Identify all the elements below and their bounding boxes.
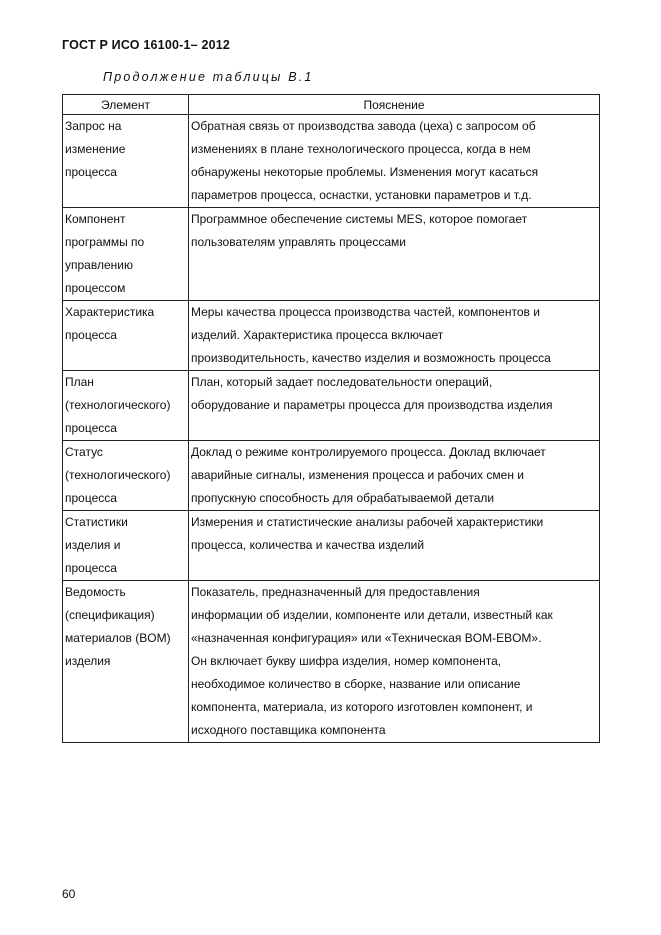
explanation-cell xyxy=(189,301,600,371)
element-text-line: изделия xyxy=(65,654,111,668)
element-text-line: Характеристика xyxy=(65,305,155,319)
page-number: 60 xyxy=(62,887,76,901)
explanation-text-line: производительность, качество изделия и возможность процесса xyxy=(191,351,551,365)
explanation-text-line: оборудование и параметры процесса для производства изделия xyxy=(191,398,553,412)
element-text-line: материалов (BOM) xyxy=(65,631,171,645)
element-cell xyxy=(63,208,189,301)
explanation-text-line: изделий. Характеристика процесса включает xyxy=(191,328,444,342)
table-row xyxy=(63,115,600,208)
element-text-line: Запрос на xyxy=(65,119,122,133)
explanation-text-line: информации об изделии, компоненте или детали, известный как xyxy=(191,608,553,622)
explanation-cell xyxy=(189,441,600,511)
table-caption: Продолжение таблицы В.1 xyxy=(103,70,314,84)
element-text-line: (технологического) xyxy=(65,468,171,482)
explanation-text-line: аварийные сигналы, изменения процесса и рабочих смен и xyxy=(191,468,525,482)
table-row xyxy=(63,581,600,743)
explanation-cell xyxy=(189,511,600,581)
element-text-line: изделия и xyxy=(65,538,121,552)
table-row xyxy=(63,301,600,371)
table-row xyxy=(63,208,600,301)
element-text-line: (технологического) xyxy=(65,398,171,412)
explanation-text-line: исходного поставщика компонента xyxy=(191,723,386,737)
element-text-line: Статус xyxy=(65,445,103,459)
explanation-text-line: компонента, материала, из которого изготовлен компонент, и xyxy=(191,700,533,714)
table-header-row xyxy=(63,95,600,115)
element-cell xyxy=(63,301,189,371)
document-header: ГОСТ Р ИСО 16100-1– 2012 xyxy=(62,38,231,52)
table-row xyxy=(63,441,600,511)
element-cell xyxy=(63,511,189,581)
element-text-line: изменение xyxy=(65,142,126,156)
element-text-line: процесса xyxy=(65,491,117,505)
table-row xyxy=(63,371,600,441)
element-cell xyxy=(63,115,189,208)
explanation-text-line: изменениях в плане технологического процесса, когда в нем xyxy=(191,142,531,156)
explanation-text-line: «назначенная конфигурация» или «Техническая BOM-EBOM». xyxy=(191,631,542,645)
explanation-text-line: Он включает букву шифра изделия, номер компонента, xyxy=(191,654,502,668)
element-text-line: процесса xyxy=(65,561,117,575)
explanation-text-line: Показатель, предназначенный для предоставления xyxy=(191,585,480,599)
table-row xyxy=(63,511,600,581)
explanation-text-line: необходимое количество в сборке, название или описание xyxy=(191,677,521,691)
explanation-cell xyxy=(189,208,600,301)
element-cell xyxy=(63,581,189,743)
explanation-text-line: пропускную способность для обрабатываемой детали xyxy=(191,491,495,505)
element-text-line: (спецификация) xyxy=(65,608,155,622)
column-header-element: Элемент xyxy=(63,95,189,115)
explanation-text-line: План, который задает последовательности операций, xyxy=(191,375,493,389)
element-text-line: Ведомость xyxy=(65,585,126,599)
element-text-line: процесса xyxy=(65,328,117,342)
element-text-line: процесса xyxy=(65,421,117,435)
column-header-explanation: Пояснение xyxy=(189,95,600,115)
element-text-line: План xyxy=(65,375,94,389)
element-cell xyxy=(63,371,189,441)
explanation-text-line: пользователям управлять процессами xyxy=(191,235,406,249)
element-text-line: управлению xyxy=(65,258,133,272)
element-text-line: процесса xyxy=(65,165,117,179)
definitions-table xyxy=(62,94,600,743)
explanation-cell xyxy=(189,581,600,743)
explanation-text-line: обнаружены некоторые проблемы. Изменения могут касаться xyxy=(191,165,539,179)
explanation-text-line: Измерения и статистические анализы рабочей характеристики xyxy=(191,515,544,529)
explanation-text-line: параметров процесса, оснастки, установки параметров и т.д. xyxy=(191,188,532,202)
explanation-text-line: Меры качества процесса производства частей, компонентов и xyxy=(191,305,540,319)
element-text-line: процессом xyxy=(65,281,126,295)
explanation-text-line: процесса, количества и качества изделий xyxy=(191,538,425,552)
table-body xyxy=(63,115,600,743)
explanation-text-line: Обратная связь от производства завода (цеха) с запросом об xyxy=(191,119,536,133)
explanation-text-line: Программное обеспечение системы MES, которое помогает xyxy=(191,212,528,226)
element-text-line: Компонент xyxy=(65,212,126,226)
element-cell xyxy=(63,441,189,511)
element-text-line: Статистики xyxy=(65,515,128,529)
explanation-cell xyxy=(189,371,600,441)
explanation-text-line: Доклад о режиме контролируемого процесса. Доклад включает xyxy=(191,445,546,459)
explanation-cell xyxy=(189,115,600,208)
element-text-line: программы по xyxy=(65,235,145,249)
